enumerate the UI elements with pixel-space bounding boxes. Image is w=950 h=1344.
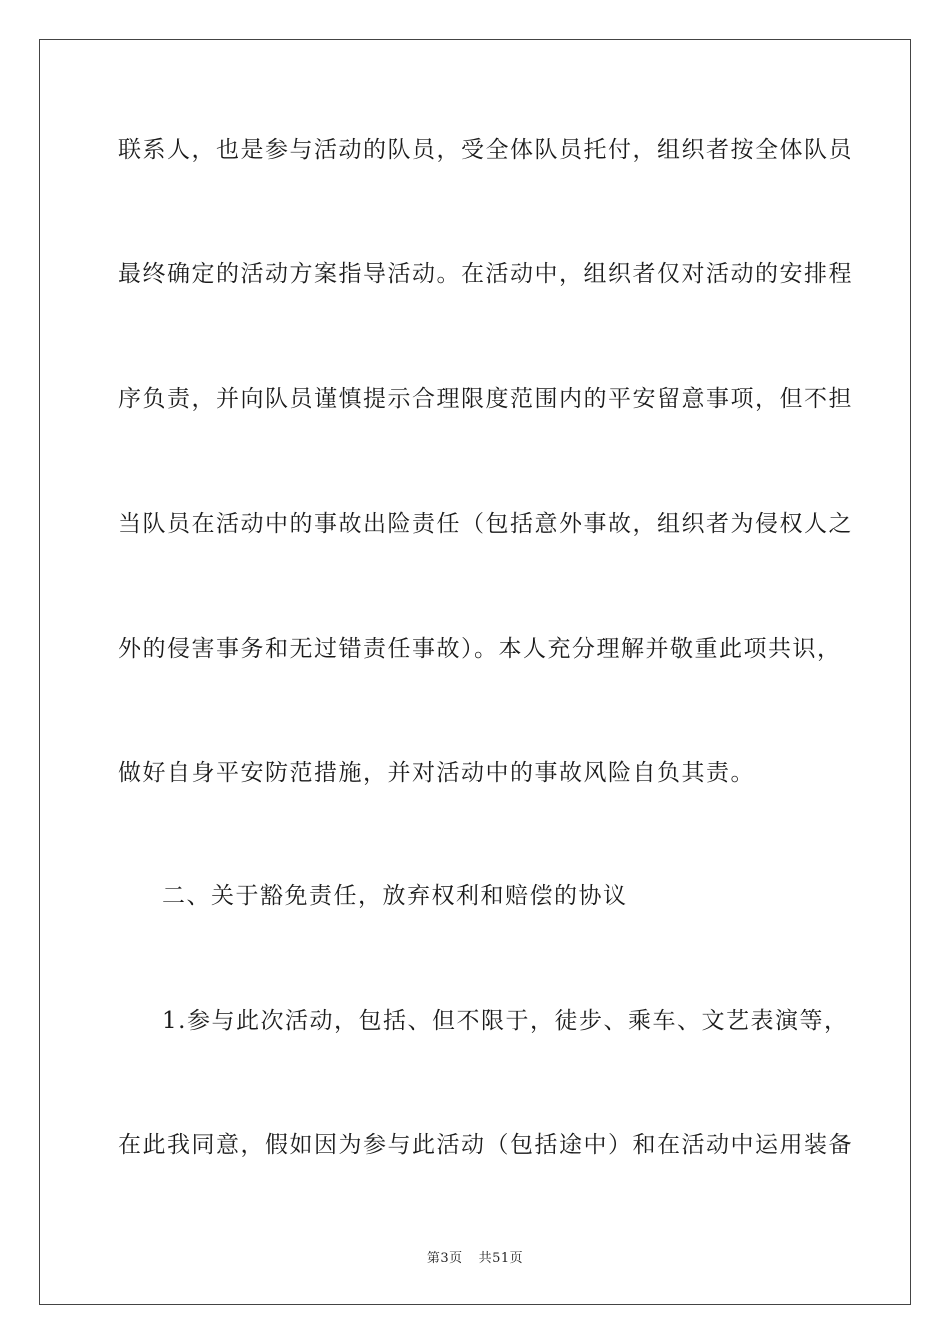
paragraph-line: 做好自身平安防范措施，并对活动中的事故风险自负其责。: [118, 760, 755, 786]
list-item: 1.参与此次活动，包括、但不限于，徒步、乘车、文艺表演等，: [162, 1008, 849, 1034]
paragraph-line: 在此我同意，假如因为参与此活动（包括途中）和在活动中运用装备: [118, 1132, 853, 1158]
page-border: [39, 39, 911, 1305]
paragraph-line: 联系人，也是参与活动的队员，受全体队员托付，组织者按全体队员: [118, 137, 853, 163]
section-heading: 二、关于豁免责任，放弃权利和赔偿的协议: [162, 883, 628, 909]
paragraph-line: 当队员在活动中的事故出险责任（包括意外事故，组织者为侵权人之: [118, 511, 853, 537]
paragraph-line: 序负责，并向队员谨慎提示合理限度范围内的平安留意事项，但不担: [118, 386, 853, 412]
paragraph-line: 外的侵害事务和无过错责任事故）。本人充分理解并敬重此项共识，: [118, 636, 842, 662]
page-number: 第3页: [426, 1251, 463, 1266]
page-footer: [0, 1247, 950, 1266]
paragraph-line: 最终确定的活动方案指导活动。在活动中，组织者仅对活动的安排程: [118, 261, 853, 287]
page-total: 共51页: [478, 1251, 524, 1266]
